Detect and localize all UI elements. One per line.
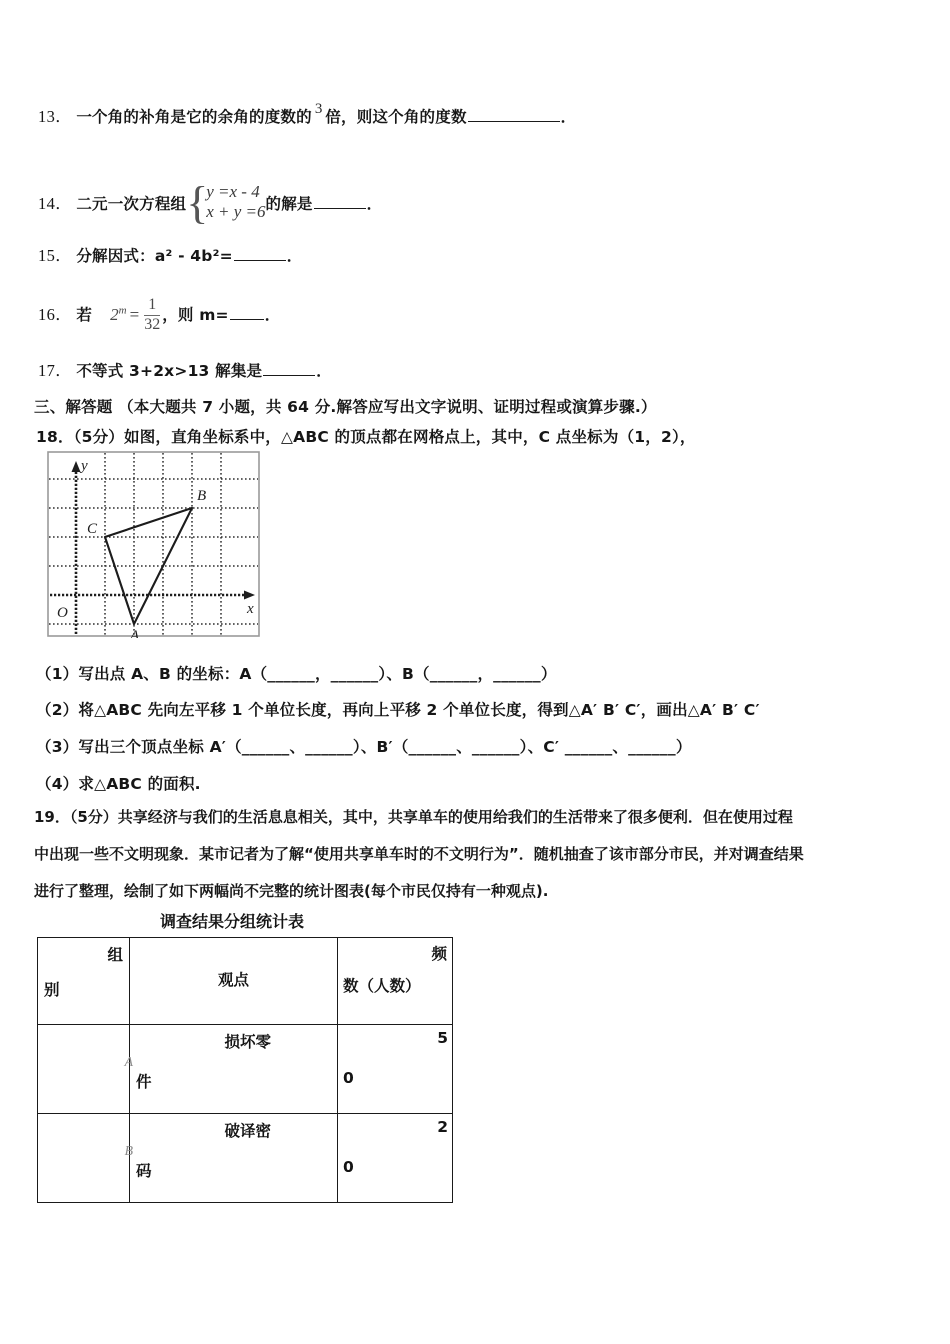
row-a-frequency-line-1: 5	[437, 1029, 448, 1047]
survey-statistics-table	[37, 937, 453, 1203]
header-cell-group	[38, 938, 130, 1025]
question-16	[38, 298, 280, 335]
row-b-group-letter: B	[124, 1144, 133, 1159]
question-15-period: ．	[286, 247, 303, 265]
row-a-opinion-line-2: 件	[136, 1073, 152, 1091]
row-a-group-letter: A	[124, 1055, 133, 1070]
header-group-top: 组	[107, 946, 123, 964]
section-heading-text: 三、解答题 （本大题共 7 小题，共 64 分.解答应写出文字说明、证明过程或演算步骤.）	[34, 398, 657, 416]
question-14-label: 二元一次方程组	[76, 195, 187, 214]
question-18-part-1[interactable]	[36, 662, 557, 687]
y-axis-label: y	[81, 458, 88, 474]
point-label-a: A	[130, 628, 140, 638]
header-cell-opinion	[130, 938, 338, 1025]
question-14-text-after: 的解是	[265, 195, 313, 214]
question-19-line-3-text: 进行了整理，绘制了如下两幅尚不完整的统计图表(每个市民仅持有一种观点).	[34, 882, 549, 900]
question-17-text: 不等式 3+2x>13 解集是	[76, 362, 263, 380]
fraction-denominator: 32	[144, 315, 161, 333]
question-19-line-1-text: 19．（5分）共享经济与我们的生活息息相关，其中，共享单车的使用给我们的生活带来了很多便利．但在使用过程	[34, 808, 793, 826]
question-18-part-2-text: （2）将△ABC 先向左平移 1 个单位长度，再向上平移 2 个单位长度，得到△A′ B′ C′，画出△A′ B′ C′	[36, 701, 760, 719]
question-17-answer-blank[interactable]	[263, 359, 315, 376]
row-b-group-cell	[38, 1114, 133, 1203]
question-15-text: 分解因式：a² - 4b²=	[76, 247, 233, 265]
section-heading	[34, 395, 657, 420]
point-label-c: C	[87, 521, 98, 537]
coordinate-grid-figure	[46, 450, 261, 638]
question-14-number: 14．	[38, 194, 73, 214]
row-b-frequency-cell	[338, 1114, 453, 1203]
equals-sign: =	[129, 305, 140, 325]
question-18-part-3[interactable]	[36, 735, 692, 760]
question-16-text-before: 若	[76, 306, 93, 325]
question-19-line-2	[34, 843, 804, 866]
question-18-part-4-text: （4）求△ABC 的面积.	[36, 775, 201, 793]
question-17-period: ．	[316, 362, 332, 380]
question-13-period: ．	[560, 108, 577, 126]
row-b-opinion-line-2: 码	[136, 1162, 152, 1180]
question-19-line-1	[34, 806, 793, 829]
question-13-text-before: 一个角的补角是它的余角的度数的	[76, 108, 312, 126]
table-row	[38, 1025, 453, 1114]
question-14-period: ．	[366, 195, 383, 214]
question-16-text-mid: ，则 m=	[162, 306, 229, 325]
power-base: 2	[110, 305, 119, 325]
x-axis-label: x	[247, 601, 254, 617]
origin-label: O	[57, 605, 68, 621]
question-15-number: 15．	[38, 246, 73, 265]
row-b-opinion-line-1: 破译密	[224, 1122, 271, 1140]
table-row	[38, 1114, 453, 1203]
fraction-numerator: 1	[148, 296, 157, 313]
question-16-number: 16．	[38, 305, 73, 325]
table-header-row	[38, 938, 453, 1025]
question-18-stem-text: 18．（5分）如图，直角坐标系中，△ABC 的顶点都在网格点上，其中，C 点坐标为（1，2），	[36, 428, 696, 446]
question-13-multiplier: 3	[314, 101, 323, 117]
question-19-line-2-text: 中出现一些不文明现象．某市记者为了解“使用共享单车时的不文明行为”．随机抽查了该市部分市民，并对调查结果	[34, 845, 804, 863]
question-18-stem	[36, 425, 696, 450]
question-18-part-2	[36, 698, 760, 723]
question-18-part-1-text: （1）写出点 A、B 的坐标：A（______，______）、B（______，______）	[36, 665, 557, 683]
coordinate-grid-svg	[46, 450, 261, 638]
question-19-line-3	[34, 880, 548, 903]
header-frequency-line-1: 频	[431, 945, 447, 963]
header-opinion-label: 观点	[217, 971, 250, 989]
row-a-frequency-line-2: 0	[343, 1069, 354, 1087]
question-18-part-3-text: （3）写出三个顶点坐标 A′（______、______）、B′（______、______）、C′ ______、______）	[36, 738, 692, 756]
question-13	[38, 101, 577, 130]
question-16-answer-blank[interactable]	[230, 303, 264, 320]
row-a-opinion-line-1: 损坏零	[224, 1033, 271, 1051]
left-brace-icon: {	[186, 177, 209, 229]
power-exponent: m	[118, 304, 127, 317]
question-17-number: 17．	[38, 361, 73, 380]
question-15-answer-blank[interactable]	[234, 244, 286, 261]
equation-line-1: y =x - 4	[206, 182, 260, 201]
question-13-number: 13．	[38, 107, 73, 126]
row-b-frequency-line-2: 0	[343, 1158, 354, 1176]
question-17	[38, 359, 332, 384]
row-a-frequency-cell	[338, 1025, 453, 1114]
row-a-group-cell	[38, 1025, 133, 1114]
header-cell-frequency	[338, 938, 453, 1025]
power-expression	[96, 305, 126, 324]
question-16-period: ．	[264, 306, 281, 325]
point-label-b: B	[197, 488, 207, 504]
question-13-answer-blank[interactable]	[468, 105, 560, 122]
row-a-opinion-cell	[130, 1025, 338, 1114]
table-title: 调查结果分组统计表	[160, 912, 305, 931]
header-frequency-line-2: 数（人数）	[343, 977, 421, 995]
question-14	[38, 177, 383, 229]
row-b-opinion-cell	[130, 1114, 338, 1203]
row-b-frequency-line-1: 2	[437, 1118, 448, 1136]
fraction	[144, 297, 160, 334]
question-13-text-after: 倍，则这个角的度数	[325, 108, 467, 126]
equation-system	[186, 177, 266, 229]
question-14-answer-blank[interactable]	[314, 192, 366, 209]
header-group-bottom: 别	[44, 981, 60, 999]
question-18-part-4	[36, 772, 201, 797]
equation-line-2: x + y =6	[206, 201, 266, 221]
question-15	[38, 244, 302, 269]
